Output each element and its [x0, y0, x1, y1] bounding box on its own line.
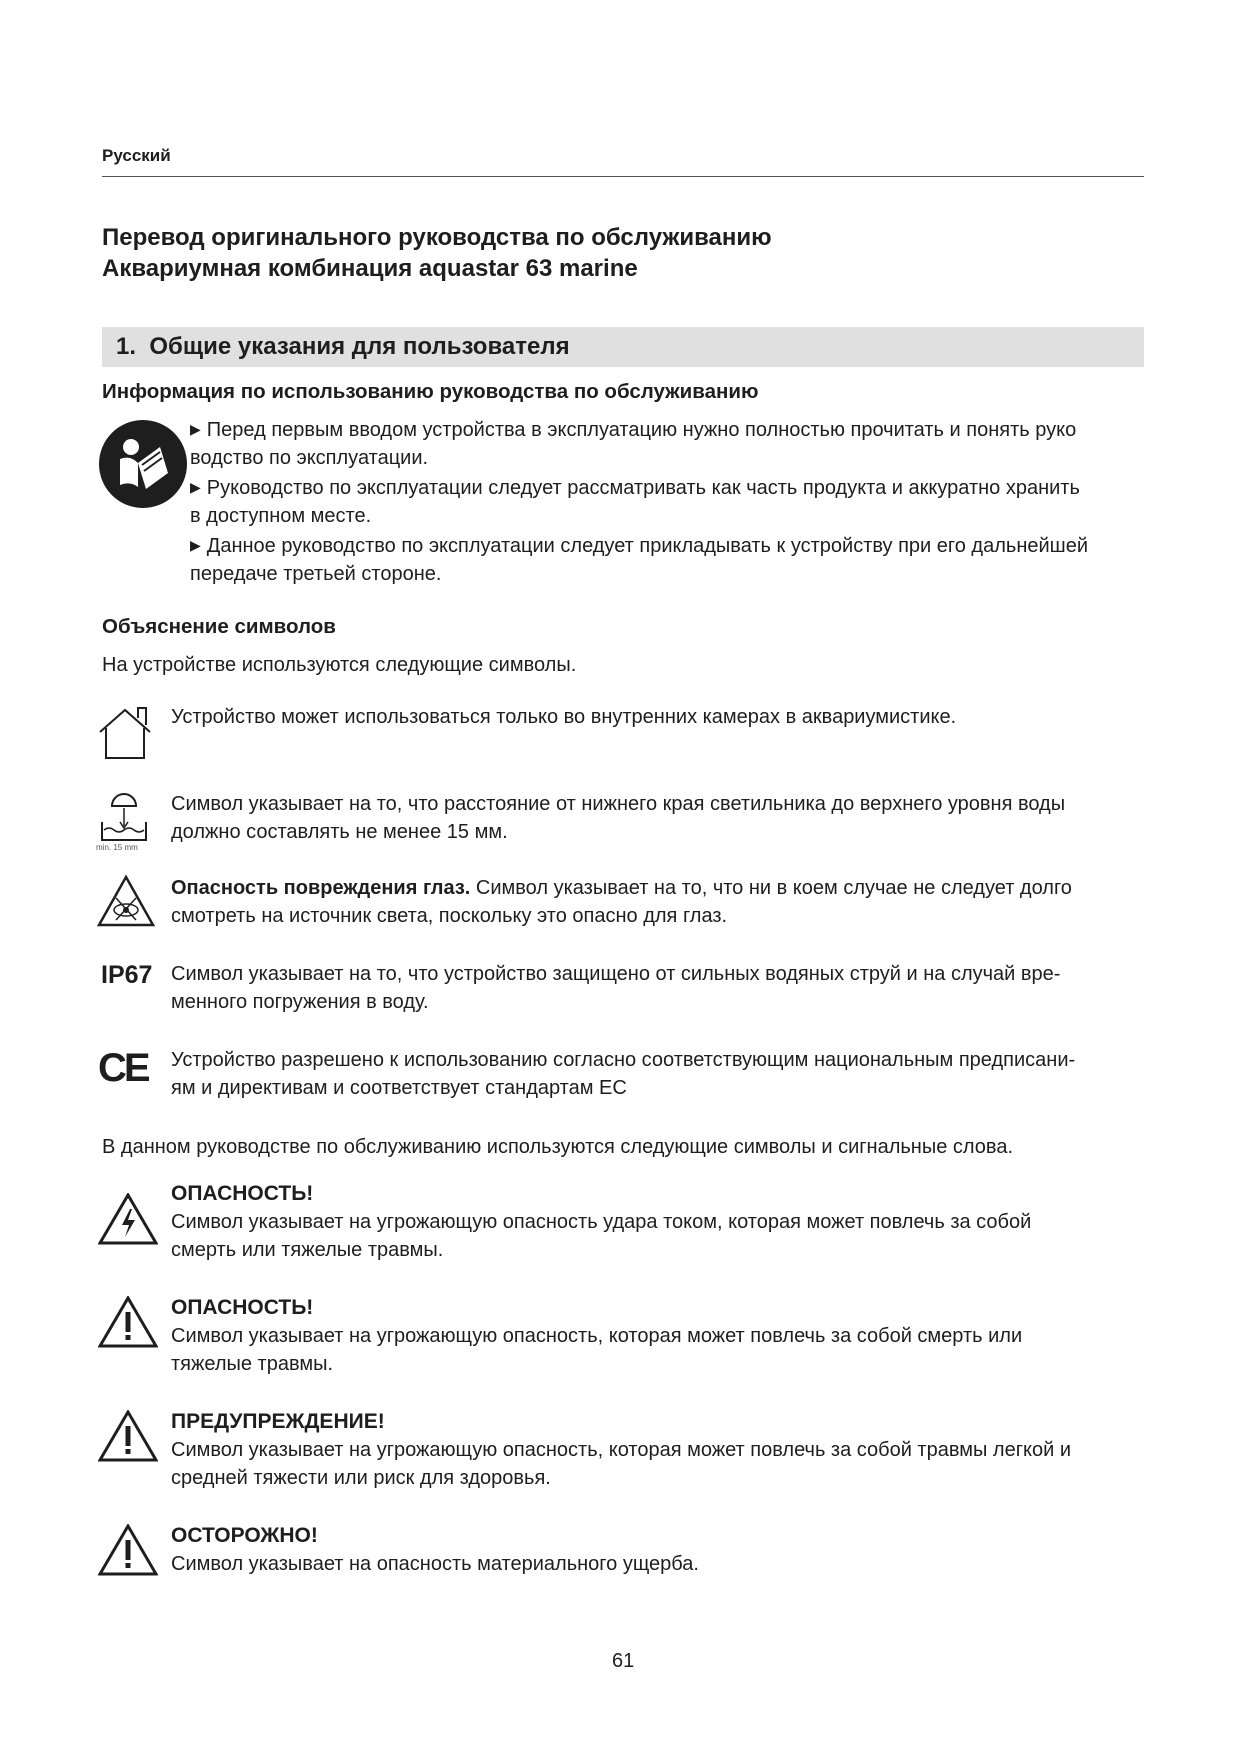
- section-title-text: Общие указания для пользователя: [149, 333, 570, 360]
- title-line-2: Аквариумная комбинация aquastar 63 marine: [102, 255, 638, 282]
- manual-info-bullets: [190, 415, 1160, 589]
- signal-word-title: ОСТОРОЖНО!: [171, 1524, 318, 1547]
- symbols-heading: Объяснение символов: [102, 615, 336, 638]
- symbols-intro: На устройстве используются следующие символы.: [102, 654, 577, 676]
- page-number: 61: [612, 1650, 635, 1672]
- symbol-description: [171, 790, 1146, 846]
- symbol-line: Символ указывает на то, что устройство защищено от сильных водяных струй и на случай вре-: [171, 963, 1061, 985]
- signal-word-line: средней тяжести или риск для здоровья.: [171, 1467, 551, 1489]
- signal-word-block: [171, 1294, 1146, 1378]
- symbol-description: [171, 874, 1146, 930]
- eye-hazard-icon: [96, 874, 156, 928]
- bullet-item: [190, 531, 1160, 588]
- bullet-line: Перед первым вводом устройства в эксплуатацию нужно полностью прочитать и понять руко: [206, 419, 1077, 441]
- symbol-line: менного погружения в воду.: [171, 991, 429, 1013]
- ip67-label: IP67: [101, 961, 153, 989]
- bullet-line: водство по эксплуатации.: [190, 447, 429, 469]
- symbol-line: смотреть на источник света, поскольку это опасно для глаз.: [171, 905, 728, 927]
- ce-mark: CE: [98, 1046, 148, 1090]
- signal-word-title: ОПАСНОСТЬ!: [171, 1182, 314, 1205]
- signal-word-line: тяжелые травмы.: [171, 1353, 334, 1375]
- water-distance-caption: min. 15 mm: [96, 843, 138, 852]
- manual-info-heading: Информация по использованию руководства по обслуживанию: [102, 380, 759, 403]
- symbol-line: Устройство разрешено к использованию согласно соответствующим национальным предписани-: [171, 1049, 1076, 1071]
- bullet-item: [190, 415, 1160, 472]
- electric-hazard-icon: [98, 1193, 158, 1245]
- bullet-arrow-icon: ▶: [190, 421, 201, 437]
- signal-word-block: [171, 1180, 1146, 1264]
- symbol-line: ям и директивам и соответствует стандартам ЕС: [171, 1077, 627, 1099]
- signal-word-line: Символ указывает на угрожающую опасность, которая может повлечь за собой травмы легкой и: [171, 1439, 1071, 1461]
- bullet-line: Руководство по эксплуатации следует рассматривать как часть продукта и аккуратно хранить: [206, 477, 1080, 499]
- section-number: 1.: [116, 333, 137, 360]
- symbol-line: [171, 874, 1146, 902]
- symbol-description: [171, 960, 1146, 1016]
- signal-words-intro: В данном руководстве по обслуживанию используются следующие символы и сигнальные слова.: [102, 1136, 1013, 1158]
- bullet-item: [190, 473, 1160, 530]
- symbol-description: [171, 703, 1146, 731]
- signal-word-line: Символ указывает на опасность материального ущерба.: [171, 1553, 699, 1575]
- read-manual-icon: [98, 419, 188, 509]
- signal-word-line: смерть или тяжелые травмы.: [171, 1239, 444, 1261]
- warning-triangle-icon: [98, 1296, 158, 1348]
- bullet-arrow-icon: ▶: [190, 537, 201, 553]
- signal-word-line: Символ указывает на угрожающую опасность удара током, которая может повлечь за собой: [171, 1211, 1032, 1233]
- header-divider: [102, 176, 1144, 177]
- signal-word-title: ПРЕДУПРЕЖДЕНИЕ!: [171, 1410, 385, 1433]
- symbol-line: Устройство может использоваться только во внутренних камерах в аквариумистике.: [171, 706, 957, 728]
- signal-word-block: [171, 1522, 1146, 1578]
- symbol-line-rest: Символ указывает на то, что ни в коем случае не следует долго: [470, 877, 1072, 899]
- signal-word-block: [171, 1408, 1146, 1492]
- bullet-line: в доступном месте.: [190, 505, 372, 527]
- signal-word-line: Символ указывает на угрожающую опасность, которая может повлечь за собой смерть или: [171, 1325, 1023, 1347]
- signal-word-title: ОПАСНОСТЬ!: [171, 1296, 314, 1319]
- water-distance-icon: [96, 788, 152, 844]
- language-label: Русский: [102, 146, 171, 165]
- section-title: [116, 333, 570, 361]
- eye-hazard-lead: Опасность повреждения глаз.: [171, 877, 471, 899]
- document-title: [102, 222, 772, 284]
- symbol-line: Символ указывает на то, что расстояние от нижнего края светильника до верхнего уровня воды: [171, 793, 1066, 815]
- warning-triangle-icon: [98, 1524, 158, 1576]
- symbol-description: [171, 1046, 1146, 1102]
- bullet-line: передаче третьей стороне.: [190, 563, 442, 585]
- bullet-line: Данное руководство по эксплуатации следует прикладывать к устройству при его дальнейшей: [206, 535, 1088, 557]
- indoor-house-icon: [96, 704, 154, 762]
- title-line-1: Перевод оригинального руководства по обслуживанию: [102, 224, 772, 251]
- symbol-line: должно составлять не менее 15 мм.: [171, 821, 508, 843]
- bullet-arrow-icon: ▶: [190, 479, 201, 495]
- warning-triangle-icon: [98, 1410, 158, 1462]
